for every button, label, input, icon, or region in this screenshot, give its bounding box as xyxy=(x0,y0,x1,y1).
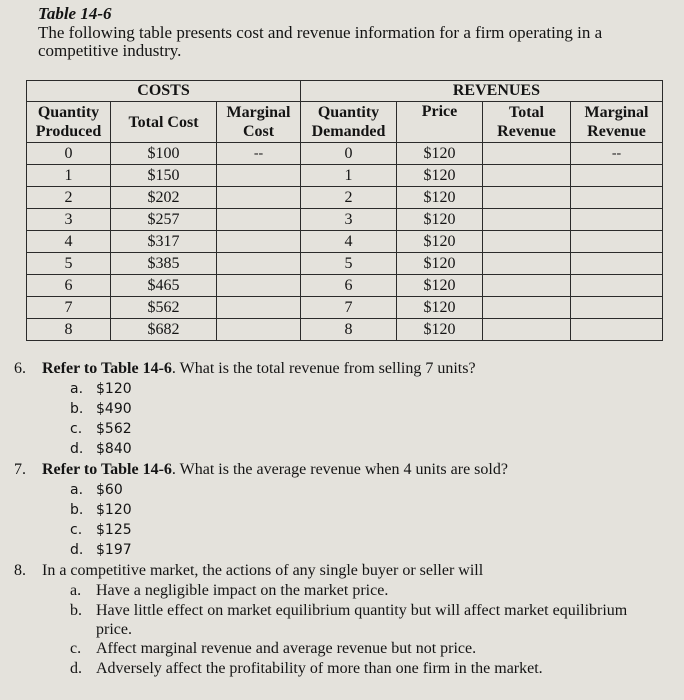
col-quantity-produced: Quantity Produced xyxy=(27,102,111,143)
cell-total-cost: $682 xyxy=(111,319,217,341)
cell-marginal-cost xyxy=(217,209,301,231)
revenues-header: REVENUES xyxy=(301,81,663,102)
col-marginal-revenue: Marginal Revenue xyxy=(571,102,663,143)
cell-total-revenue xyxy=(483,231,571,253)
table-row xyxy=(27,253,663,275)
table-row xyxy=(27,297,663,319)
cell-total-cost: $465 xyxy=(111,275,217,297)
col-quantity-demanded: Quantity Demanded xyxy=(301,102,397,143)
question-number: 8. xyxy=(14,562,26,579)
table-body xyxy=(27,143,663,341)
option-text: $490 xyxy=(96,401,132,417)
answer-option[interactable] xyxy=(8,379,678,399)
cell-price: $120 xyxy=(397,297,483,319)
question-stem xyxy=(8,560,678,581)
cell-marginal-revenue xyxy=(571,319,663,341)
cell-marginal-cost xyxy=(217,187,301,209)
col-marginal-cost: Marginal Cost xyxy=(217,102,301,143)
option-letter: c. xyxy=(70,522,83,538)
option-letter: b. xyxy=(70,502,84,518)
cell-qty-demanded: 8 xyxy=(301,319,397,341)
cell-marginal-cost xyxy=(217,297,301,319)
cell-marginal-revenue xyxy=(571,187,663,209)
option-text: Have a negligible impact on the market price. xyxy=(96,582,389,599)
cell-price: $120 xyxy=(397,319,483,341)
cell-marginal-revenue xyxy=(571,165,663,187)
question-stem xyxy=(8,358,678,379)
table-row xyxy=(27,275,663,297)
cost-revenue-table xyxy=(26,80,663,341)
answer-option[interactable] xyxy=(8,581,678,601)
question-body: . What is the average revenue when 4 units are sold? xyxy=(171,461,508,478)
question-6 xyxy=(8,358,678,459)
answer-option[interactable] xyxy=(8,399,678,419)
table-row xyxy=(27,231,663,253)
question-7 xyxy=(8,459,678,560)
option-text: $120 xyxy=(96,381,132,397)
cell-marginal-cost xyxy=(217,165,301,187)
cell-marginal-revenue: -- xyxy=(571,143,663,165)
answer-option[interactable] xyxy=(8,639,678,659)
cell-marginal-cost xyxy=(217,275,301,297)
answer-option[interactable] xyxy=(8,480,678,500)
cell-total-cost: $202 xyxy=(111,187,217,209)
question-8 xyxy=(8,560,678,679)
cell-qty-produced: 2 xyxy=(27,187,111,209)
cell-total-revenue xyxy=(483,209,571,231)
question-ref: Refer to Table 14-6 xyxy=(42,360,172,377)
cell-qty-produced: 3 xyxy=(27,209,111,231)
cell-qty-demanded: 0 xyxy=(301,143,397,165)
cell-qty-demanded: 3 xyxy=(301,209,397,231)
table-row xyxy=(27,187,663,209)
table-row xyxy=(27,165,663,187)
table-row xyxy=(27,319,663,341)
table-row xyxy=(27,209,663,231)
cell-price: $120 xyxy=(397,209,483,231)
cell-qty-produced: 0 xyxy=(27,143,111,165)
cell-total-cost: $100 xyxy=(111,143,217,165)
option-text: Have little effect on market equilibrium quantity but will affect market equilibrium price. xyxy=(96,602,628,638)
option-text: Affect marginal revenue and average revenue but not price. xyxy=(96,640,477,657)
answer-option[interactable] xyxy=(8,520,678,540)
table-title: Table 14-6 xyxy=(38,4,112,23)
cell-total-revenue xyxy=(483,143,571,165)
option-letter: a. xyxy=(70,381,84,397)
cell-qty-demanded: 4 xyxy=(301,231,397,253)
option-text: $840 xyxy=(96,441,132,457)
cell-price: $120 xyxy=(397,143,483,165)
question-list xyxy=(8,358,678,679)
cell-total-revenue xyxy=(483,165,571,187)
answer-option[interactable] xyxy=(8,439,678,459)
answer-option[interactable] xyxy=(8,659,678,679)
cell-qty-demanded: 1 xyxy=(301,165,397,187)
cell-qty-produced: 6 xyxy=(27,275,111,297)
cell-marginal-cost: -- xyxy=(217,143,301,165)
answer-option[interactable] xyxy=(8,419,678,439)
question-ref: Refer to Table 14-6 xyxy=(42,461,172,478)
option-text: Adversely affect the profitability of more than one firm in the market. xyxy=(96,660,543,677)
option-letter: d. xyxy=(70,441,84,457)
cell-total-revenue xyxy=(483,275,571,297)
cell-total-revenue xyxy=(483,253,571,275)
col-price: Price xyxy=(397,102,483,143)
cell-qty-demanded: 7 xyxy=(301,297,397,319)
option-text: $125 xyxy=(96,522,132,538)
option-text: $562 xyxy=(96,421,132,437)
cell-total-cost: $317 xyxy=(111,231,217,253)
question-text xyxy=(42,358,476,379)
col-total-revenue: Total Revenue xyxy=(483,102,571,143)
option-letter: a. xyxy=(70,582,82,599)
cell-qty-produced: 1 xyxy=(27,165,111,187)
cell-total-cost: $562 xyxy=(111,297,217,319)
question-stem xyxy=(8,459,678,480)
cell-qty-produced: 7 xyxy=(27,297,111,319)
col-total-cost: Total Cost xyxy=(111,102,217,143)
cell-qty-produced: 4 xyxy=(27,231,111,253)
option-letter: b. xyxy=(70,401,84,417)
question-body: In a competitive market, the actions of any single buyer or seller will xyxy=(42,562,484,579)
cell-total-revenue xyxy=(483,297,571,319)
cell-marginal-revenue xyxy=(571,231,663,253)
cell-marginal-cost xyxy=(217,253,301,275)
cell-price: $120 xyxy=(397,253,483,275)
option-letter: b. xyxy=(70,602,82,619)
cell-total-cost: $150 xyxy=(111,165,217,187)
cell-marginal-revenue xyxy=(571,275,663,297)
option-letter: d. xyxy=(70,542,84,558)
cell-price: $120 xyxy=(397,275,483,297)
cell-qty-demanded: 6 xyxy=(301,275,397,297)
answer-option[interactable] xyxy=(8,601,678,639)
cell-marginal-cost xyxy=(217,319,301,341)
option-text: $60 xyxy=(96,482,123,498)
cell-qty-demanded: 2 xyxy=(301,187,397,209)
cell-total-revenue xyxy=(483,187,571,209)
cell-marginal-revenue xyxy=(571,253,663,275)
cell-price: $120 xyxy=(397,231,483,253)
answer-option[interactable] xyxy=(8,540,678,560)
cell-price: $120 xyxy=(397,187,483,209)
table-row xyxy=(27,143,663,165)
cell-marginal-revenue xyxy=(571,297,663,319)
cell-marginal-cost xyxy=(217,231,301,253)
option-letter: a. xyxy=(70,482,84,498)
option-letter: d. xyxy=(70,660,82,677)
question-body: . What is the total revenue from selling 7 units? xyxy=(171,360,476,377)
cell-total-cost: $385 xyxy=(111,253,217,275)
cell-qty-demanded: 5 xyxy=(301,253,397,275)
question-number: 6. xyxy=(14,360,26,377)
cell-price: $120 xyxy=(397,165,483,187)
answer-option[interactable] xyxy=(8,500,678,520)
cell-qty-produced: 5 xyxy=(27,253,111,275)
option-text: $197 xyxy=(96,542,132,558)
question-text xyxy=(42,560,483,581)
table-intro: The following table presents cost and revenue information for a firm operating in a competitive industry. xyxy=(38,23,603,60)
option-letter: c. xyxy=(70,421,83,437)
option-text: $120 xyxy=(96,502,132,518)
cell-qty-produced: 8 xyxy=(27,319,111,341)
cell-total-revenue xyxy=(483,319,571,341)
question-text xyxy=(42,459,508,480)
cell-marginal-revenue xyxy=(571,209,663,231)
cell-total-cost: $257 xyxy=(111,209,217,231)
option-letter: c. xyxy=(70,640,82,657)
costs-header: COSTS xyxy=(27,81,301,102)
question-number: 7. xyxy=(14,461,26,478)
